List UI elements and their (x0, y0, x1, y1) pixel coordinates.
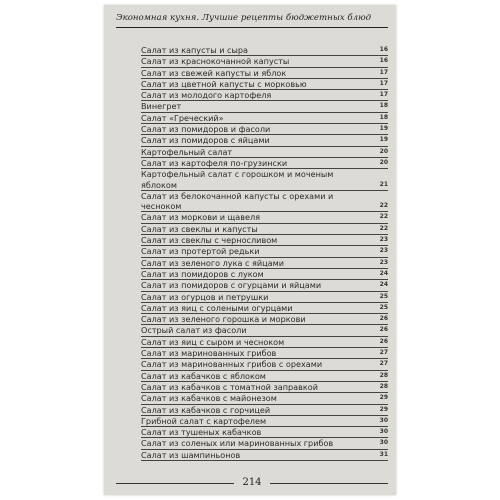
toc-entry (141, 438, 388, 449)
toc-entry-page: 18 (379, 102, 388, 110)
toc-entry-title: Салат из шампиньонов (141, 449, 241, 460)
toc-entry-title: Салат из маринованных грибов (141, 348, 277, 359)
toc-entry-title: Салат из протертой редьки (141, 246, 260, 257)
toc-entry-title: Салат из цветной капусты с морковью (141, 78, 307, 89)
toc-entry-page: 22 (379, 202, 388, 210)
toc-entry-title: Салат из помидоров с луком (141, 268, 264, 279)
toc-entry-title: Салат из моркови и щавеля (141, 212, 261, 223)
toc-entry-page: 25 (379, 303, 388, 311)
toc-entry-title: Салат из краснокочанной капусты (141, 56, 290, 67)
toc-entry-page: 26 (379, 337, 388, 345)
page-footer (116, 477, 388, 489)
toc-entry (141, 359, 388, 370)
toc-entry-title: Салат из зеленого горошка и моркови (141, 314, 306, 325)
toc-entry-title: Винегрет (141, 101, 182, 112)
toc-entry-page: 20 (379, 158, 388, 166)
book-page (104, 5, 396, 495)
toc-entry-page: 17 (379, 91, 388, 99)
page-number: 214 (242, 477, 262, 488)
toc-entry (141, 292, 388, 303)
toc-entry-page: 24 (379, 281, 388, 289)
toc-entry (141, 314, 388, 325)
toc-entry-page: 31 (379, 450, 388, 458)
toc-entry (141, 124, 388, 135)
table-of-contents (141, 45, 388, 461)
toc-entry-page: 30 (379, 428, 388, 436)
toc-entry-page: 24 (379, 269, 388, 277)
toc-entry-title: Салат из свеклы и капусты (141, 223, 258, 234)
toc-entry-title: Салат из кабачков с яблоком (141, 370, 266, 381)
toc-entry (141, 113, 388, 124)
toc-entry-title: Салат из помидоров с огурцами и яйцами (141, 280, 322, 291)
toc-entry (141, 371, 388, 382)
toc-entry-page: 26 (379, 315, 388, 323)
toc-entry-page: 30 (379, 416, 388, 424)
toc-entry-page: 28 (379, 371, 388, 379)
toc-entry (141, 68, 388, 79)
toc-entry-page: 17 (379, 68, 388, 76)
toc-entry-title: Салат из маринованных грибов с орехами (141, 359, 323, 370)
toc-entry (141, 405, 388, 416)
toc-entry-page: 19 (379, 136, 388, 144)
toc-entry (141, 90, 388, 101)
toc-entry-title: Салат из свежей капусты и яблок (141, 67, 287, 78)
toc-entry (141, 393, 388, 404)
toc-entry (141, 224, 388, 235)
toc-entry-title: Салат из яиц с сыром и чесноком (141, 336, 285, 347)
toc-entry (141, 450, 388, 461)
toc-entry-page: 27 (379, 360, 388, 368)
toc-entry (141, 169, 388, 191)
toc-entry-title: Салат из кабачков с томатной заправкой (141, 381, 319, 392)
toc-entry-page: 16 (379, 57, 388, 65)
footer-rule-right (270, 483, 388, 484)
toc-entry (141, 280, 388, 291)
toc-entry (141, 79, 388, 90)
toc-entry (141, 45, 388, 56)
toc-entry (141, 337, 388, 348)
toc-entry-title: Салат из соленых или маринованных грибов (141, 438, 334, 449)
toc-entry-page: 29 (379, 405, 388, 413)
toc-entry-page: 25 (379, 292, 388, 300)
toc-entry-title: Салат из яиц с солеными огурцами (141, 302, 293, 313)
toc-entry (141, 427, 388, 438)
toc-entry-title: Салат из молодого картофеля (141, 90, 272, 101)
toc-entry (141, 158, 388, 169)
toc-entry (141, 382, 388, 393)
running-header: Экономная кухня. Лучшие рецепты бюджетных блюд (116, 13, 388, 28)
toc-entry-title: Грибной салат с картофелем (141, 415, 267, 426)
toc-entry-page: 30 (379, 439, 388, 447)
toc-entry-title: Салат «Греческий» (141, 112, 224, 123)
toc-entry (141, 235, 388, 246)
toc-entry-page: 23 (379, 247, 388, 255)
toc-entry-title: Салат из белокочанной капусты с орехами и чесноком (141, 190, 334, 212)
toc-entry (141, 303, 388, 314)
toc-entry-title: Салат из помидоров с яйцами (141, 135, 270, 146)
toc-entry-title: Острый салат из фасоли (141, 325, 247, 336)
toc-entry-page: 27 (379, 349, 388, 357)
toc-entry-page: 16 (379, 46, 388, 53)
toc-entry-page: 29 (379, 394, 388, 402)
toc-entry-page: 26 (379, 326, 388, 334)
toc-entry (141, 101, 388, 112)
toc-entry-title: Салат из зеленого лука с яйцами (141, 257, 284, 268)
toc-entry-title: Салат из тушеных кабачков (141, 427, 262, 438)
toc-entry-title: Картофельный салат с горошком и моченым яблоком (141, 169, 334, 190)
toc-entry-page: 18 (379, 113, 388, 121)
toc-entry-page: 23 (379, 258, 388, 266)
toc-entry-title: Салат из картофеля по-грузински (141, 157, 288, 168)
toc-entry-title: Салат из кабачков с горчицей (141, 404, 271, 415)
toc-entry-title: Салат из помидоров и фасоли (141, 124, 271, 135)
toc-entry-page: 23 (379, 236, 388, 244)
toc-entry (141, 246, 388, 257)
toc-entry (141, 258, 388, 269)
toc-entry-title: Салат из капусты и сыра (141, 45, 248, 55)
toc-entry-page: 21 (379, 180, 388, 188)
toc-entry-title: Картофельный салат (141, 146, 233, 157)
toc-entry (141, 325, 388, 336)
toc-entry-title: Салат из огурцов и петрушки (141, 291, 269, 302)
toc-entry-page: 17 (379, 79, 388, 87)
toc-entry (141, 269, 388, 280)
toc-entry (141, 147, 388, 158)
toc-entry (141, 191, 388, 213)
toc-entry (141, 135, 388, 146)
toc-entry-page: 22 (379, 213, 388, 221)
toc-entry (141, 348, 388, 359)
toc-entry-page: 20 (379, 147, 388, 155)
toc-entry-page: 22 (379, 224, 388, 232)
toc-entry-title: Салат из свеклы с черносливом (141, 235, 278, 246)
toc-entry (141, 212, 388, 223)
toc-entry (141, 56, 388, 67)
toc-entry-page: 28 (379, 382, 388, 390)
toc-entry-page: 19 (379, 125, 388, 133)
toc-entry-title: Салат из кабачков с майонезом (141, 393, 277, 404)
toc-entry (141, 416, 388, 427)
